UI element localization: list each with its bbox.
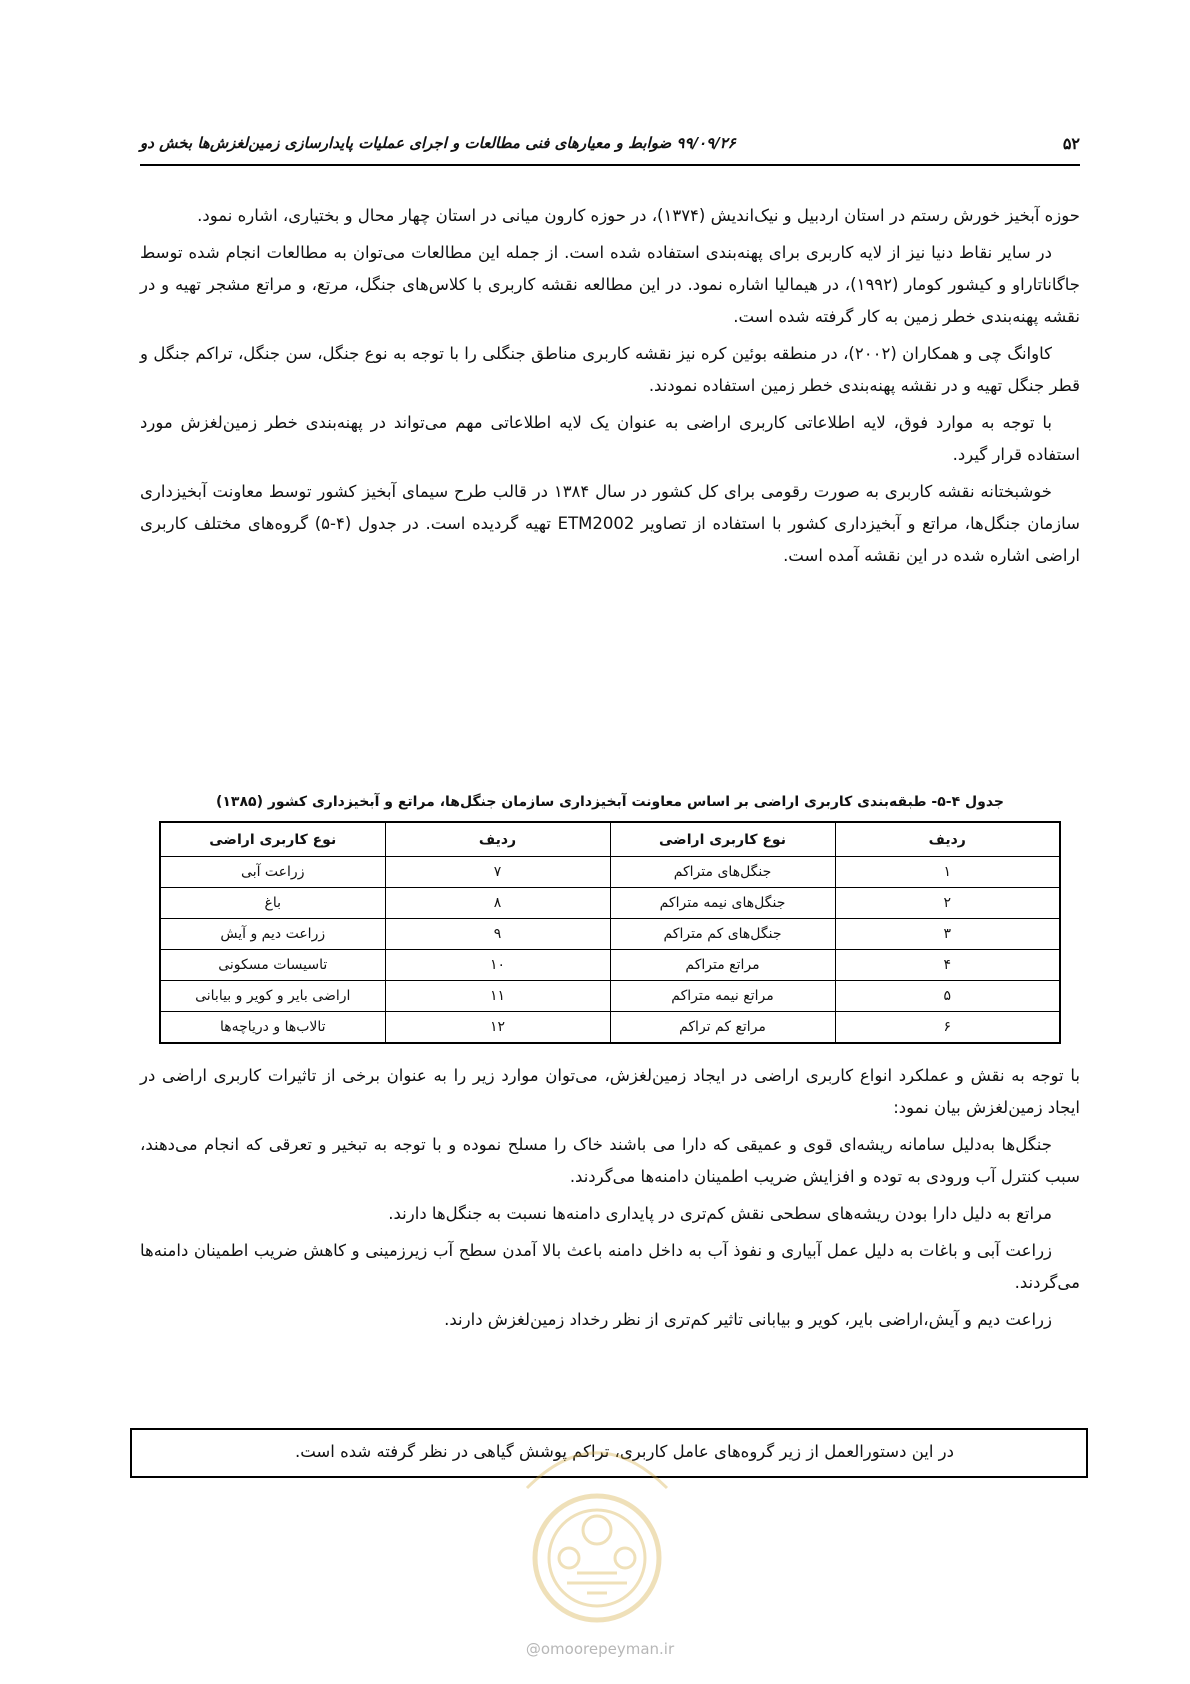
paragraph: زراعت آبی و باغات به دلیل عمل آبیاری و نفوذ آب به داخل دامنه باعث بالا آمدن سطح آب زیرزمینی و کاهش ضریب اطمینان دامنه‌ها می‌گردند. bbox=[140, 1241, 1080, 1292]
column-header: نوع کاربری اراضی bbox=[610, 822, 835, 857]
table-cell: باغ bbox=[160, 888, 385, 919]
column-header: نوع کاربری اراضی bbox=[160, 822, 385, 857]
paragraph: در سایر نقاط دنیا نیز از لایه کاربری برای پهنه‌بندی استفاده شده است. از جمله این مطالعات می‌توان به مطالعات انجام شده توسط جاگاناتاراو و کیشور کومار (۱۹۹۲)، در هیمالیا اشاره نمود. در این مطالعه نقشه کاربری با کلاس‌های جنگل، مرتع، و مراتع مشجر تهیه و در نقشه پهنه‌بندی خطر زمین به کار گرفته شده است. bbox=[140, 243, 1080, 326]
table-cell: ۱۲ bbox=[385, 1012, 610, 1044]
seal-logo-icon bbox=[507, 1418, 687, 1628]
table-cell: جنگل‌های متراکم bbox=[610, 857, 835, 888]
table-cell: مراتع متراکم bbox=[610, 950, 835, 981]
table-cell: جنگل‌های کم متراکم bbox=[610, 919, 835, 950]
table-row bbox=[160, 950, 1060, 981]
table-row bbox=[160, 888, 1060, 919]
table-cell: اراضی بایر و کویر و بیابانی bbox=[160, 981, 385, 1012]
watermark-text: @omoorepeyman.ir bbox=[525, 1640, 675, 1658]
landuse-table bbox=[159, 821, 1061, 1044]
paragraph: مراتع به دلیل دارا بودن ریشه‌های سطحی نقش کم‌تری در پایداری دامنه‌ها نسبت به جنگل‌ها دارند. bbox=[388, 1204, 1052, 1223]
column-header: ردیف bbox=[385, 822, 610, 857]
table-row bbox=[160, 857, 1060, 888]
table-cell: ۸ bbox=[385, 888, 610, 919]
table-cell: ۲ bbox=[835, 888, 1060, 919]
table-cell: ۳ bbox=[835, 919, 1060, 950]
paragraph: خوشبختانه نقشه کاربری به صورت رقومی برای کل کشور در سال ۱۳۸۴ در قالب طرح سیمای آبخیز کشور توسط معاونت آبخیزداری سازمان جنگل‌ها، مراتع و آبخیزداری کشور با استفاده از تصاویر ETM2002 تهیه گردیده است. در جدول (۴-۵) گروه‌های مختلف کاربری اراضی اشاره شده در این نقشه آمده است. bbox=[140, 482, 1081, 565]
column-header: ردیف bbox=[835, 822, 1060, 857]
table-row bbox=[160, 919, 1060, 950]
table-cell: زراعت دیم و آیش bbox=[160, 919, 385, 950]
table-cell: مراتع نیمه متراکم bbox=[610, 981, 835, 1012]
table-caption: جدول ۴-۵- طبقه‌بندی کاربری اراضی بر اساس معاونت آبخیزداری سازمان جنگل‌ها، مراتع و آبخیزداری کشور (۱۳۸۵) bbox=[215, 794, 1005, 810]
body-text-bottom bbox=[140, 1060, 1080, 1341]
paragraph: زراعت دیم و آیش،اراضی بایر، کویر و بیابانی تاثیر کم‌تری از نظر رخداد زمین‌لغزش دارند. bbox=[444, 1310, 1052, 1329]
table-cell: زراعت آبی bbox=[160, 857, 385, 888]
table-cell: تالاب‌ها و دریاچه‌ها bbox=[160, 1012, 385, 1044]
paragraph: کاوانگ چی و همکاران (۲۰۰۲)، در منطقه بوئین کره نیز نقشه کاربری مناطق جنگلی را با توجه به نوع جنگل، سن جنگل، تراکم جنگل و قطر جنگل تهیه و در نقشه پهنه‌بندی خطر زمین استفاده نمودند. bbox=[140, 344, 1080, 395]
table-cell: ۱۱ bbox=[385, 981, 610, 1012]
table-cell: تاسیسات مسکونی bbox=[160, 950, 385, 981]
page-header bbox=[140, 128, 1080, 166]
table-cell: ۱ bbox=[835, 857, 1060, 888]
table-row bbox=[160, 981, 1060, 1012]
body-text-top bbox=[140, 200, 1080, 577]
paragraph: با توجه به موارد فوق، لایه اطلاعاتی کاربری اراضی به عنوان یک لایه اطلاعاتی مهم می‌تواند در پهنه‌بندی خطر زمین‌لغزش مورد استفاده قرار گیرد. bbox=[140, 413, 1080, 464]
boxed-note: در این دستورالعمل از زیر گروه‌های عامل کاربری، تراکم پوشش گیاهی در نظر گرفته شده است. bbox=[130, 1428, 1088, 1478]
table-cell: مراتع کم تراکم bbox=[610, 1012, 835, 1044]
paragraph: حوزه آبخیز خورش رستم در استان اردبیل و نیک‌اندیش (۱۳۷۴)، در حوزه کارون میانی در استان چهار محال و بختیاری، اشاره نمود. bbox=[197, 206, 1080, 225]
table-cell: ۵ bbox=[835, 981, 1060, 1012]
page-number: ۵۲ bbox=[1062, 134, 1080, 153]
table-cell: ۱۰ bbox=[385, 950, 610, 981]
table-cell: ۶ bbox=[835, 1012, 1060, 1044]
table-row bbox=[160, 1012, 1060, 1044]
table-cell: ۷ bbox=[385, 857, 610, 888]
table-cell: جنگل‌های نیمه متراکم bbox=[610, 888, 835, 919]
table-header-row bbox=[160, 822, 1060, 857]
paragraph: جنگل‌ها به‌دلیل سامانه ریشه‌ای قوی و عمیقی که دارا می باشند خاک را مسلح نموده و با توجه به تبخیر و تعرقی که انجام می‌دهند، سبب کنترل آب ورودی به توده و افزایش ضریب اطمینان دامنه‌ها می‌گردند. bbox=[140, 1135, 1080, 1186]
table-cell: ۹ bbox=[385, 919, 610, 950]
table-cell: ۴ bbox=[835, 950, 1060, 981]
paragraph: با توجه به نقش و عملکرد انواع کاربری اراضی در ایجاد زمین‌لغزش، می‌توان موارد زیر را به عنوان برخی از تاثیرات کاربری اراضی در ایجاد زمین‌لغزش بیان نمود: bbox=[140, 1066, 1080, 1117]
header-title: ۹۹/۰۹/۲۶ ضوابط و معیارهای فنی مطالعات و اجرای عملیات پایدارسازی زمین‌لغزش‌ها بخش دو bbox=[140, 134, 736, 152]
